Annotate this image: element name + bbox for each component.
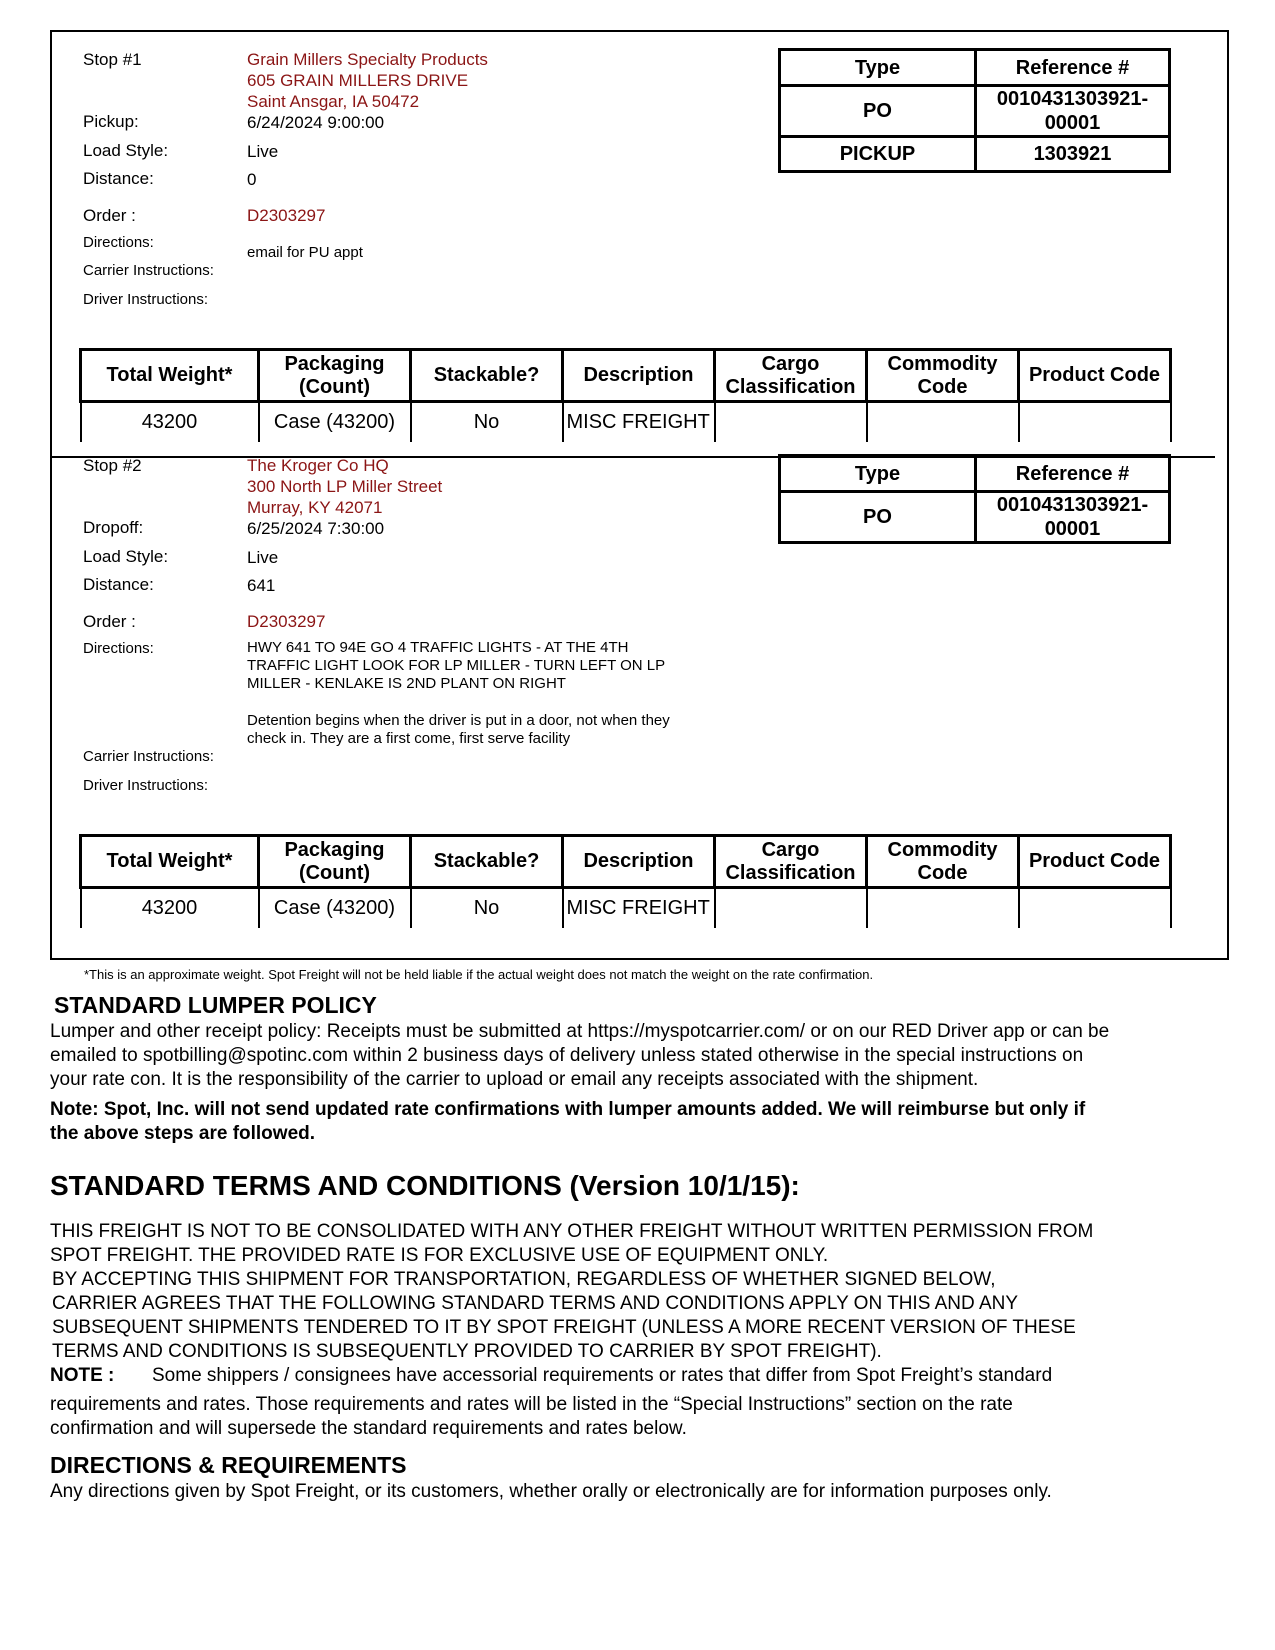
reference-table: [778, 48, 1171, 173]
weight-disclaimer: *This is an approximate weight. Spot Freight will not be held liable if the actual weight does not match the weight on the rate confirmation.: [84, 967, 874, 982]
ref-type: PO: [780, 86, 976, 137]
cargo-cell: MISC FREIGHT: [563, 888, 715, 928]
cargo-header: Stackable?: [411, 836, 563, 888]
order-value: D2303297: [247, 206, 326, 225]
cargo-header: Cargo Classification: [715, 836, 867, 888]
directions-line: check in. They are a first come, first serve facility: [247, 730, 571, 747]
lumper-text-line: Lumper and other receipt policy: Receipts must be submitted at https://myspotcarrier.com/ or on our RED Driver app or can be: [50, 1021, 1110, 1042]
dropoff-time: 6/25/2024 7:30:00: [247, 519, 385, 538]
cargo-header: Total Weight*: [81, 350, 259, 402]
ref-type: PO: [780, 492, 976, 543]
directions-requirements-heading: DIRECTIONS & REQUIREMENTS: [50, 1452, 407, 1478]
cargo-cell: Case (43200): [259, 402, 411, 442]
directions-line: Detention begins when the driver is put in a door, not when they: [247, 712, 670, 729]
distance-label: Distance:: [83, 169, 154, 188]
ref-header-number: Reference #: [976, 456, 1170, 492]
lumper-note-line: the above steps are followed.: [50, 1123, 316, 1144]
reference-table: [778, 454, 1171, 544]
cargo-cell: 43200: [81, 402, 259, 442]
distance-label: Distance:: [83, 575, 154, 594]
pickup-time: 6/24/2024 9:00:00: [247, 113, 385, 132]
ref-number-line2: 00001: [1044, 112, 1101, 134]
directions-text: email for PU appt: [247, 244, 363, 261]
lumper-note-line: Note: Spot, Inc. will not send updated rate confirmations with lumper amounts added. We will reimburse but only if: [50, 1099, 1086, 1120]
carrier-instructions-label: Carrier Instructions:: [83, 748, 214, 765]
dropoff-label: Dropoff:: [83, 518, 144, 537]
stop-address-line1: 605 GRAIN MILLERS DRIVE: [247, 71, 469, 90]
cargo-cell: 43200: [81, 888, 259, 928]
ref-header-type: Type: [780, 50, 976, 86]
directions-requirements-text: Any directions given by Spot Freight, or its customers, whether orally or electronically are for information purposes only.: [50, 1481, 1052, 1502]
ref-number-line2: 00001: [1044, 518, 1101, 540]
ref-number: [976, 492, 1170, 543]
lumper-heading: STANDARD LUMPER POLICY: [54, 992, 377, 1018]
stop-label: Stop #2: [83, 456, 142, 475]
ref-number-line1: 0010431303921-: [996, 88, 1149, 110]
terms-note-text: Some shippers / consignees have accessorial requirements or rates that differ from Spot Freight’s standard: [152, 1365, 1053, 1386]
directions-label: Directions:: [83, 640, 154, 657]
cargo-cell: Case (43200): [259, 888, 411, 928]
cargo-header: Total Weight*: [81, 836, 259, 888]
directions-line: TRAFFIC LIGHT LOOK FOR LP MILLER - TURN LEFT ON LP: [247, 657, 666, 674]
stop-label: Stop #1: [83, 50, 142, 69]
terms-text-line: BY ACCEPTING THIS SHIPMENT FOR TRANSPORTATION, REGARDLESS OF WHETHER SIGNED BELOW,: [52, 1269, 996, 1290]
load-style-value: Live: [247, 142, 279, 161]
cargo-cell: [1019, 888, 1171, 928]
distance-value: 0: [247, 170, 257, 189]
stop-company: Grain Millers Specialty Products: [247, 50, 488, 69]
cargo-table: [79, 834, 1172, 928]
cargo-cell: [867, 888, 1019, 928]
cargo-header: Product Code: [1019, 836, 1171, 888]
cargo-cell: MISC FREIGHT: [563, 402, 715, 442]
cargo-cell: [867, 402, 1019, 442]
order-label: Order :: [83, 612, 136, 631]
directions-label: Directions:: [83, 234, 154, 251]
ref-number: [976, 86, 1170, 137]
stop-address-line2: Murray, KY 42071: [247, 498, 383, 517]
order-value: D2303297: [247, 612, 326, 631]
driver-instructions-label: Driver Instructions:: [83, 777, 209, 794]
order-label: Order :: [83, 206, 136, 225]
cargo-header: Packaging (Count): [259, 836, 411, 888]
load-style-label: Load Style:: [83, 547, 169, 566]
carrier-instructions-label: Carrier Instructions:: [83, 262, 214, 279]
ref-number: 1303921: [976, 137, 1170, 172]
cargo-header: Commodity Code: [867, 836, 1019, 888]
pickup-label: Pickup:: [83, 112, 139, 131]
directions-line: MILLER - KENLAKE IS 2ND PLANT ON RIGHT: [247, 675, 566, 692]
load-style-value: Live: [247, 548, 279, 567]
cargo-header: Description: [563, 836, 715, 888]
terms-note-label: NOTE :: [50, 1365, 115, 1386]
cargo-table: [79, 348, 1172, 442]
ref-number-line1: 0010431303921-: [996, 494, 1149, 516]
ref-type: PICKUP: [780, 137, 976, 172]
distance-value: 641: [247, 576, 276, 595]
terms-text-line: THIS FREIGHT IS NOT TO BE CONSOLIDATED WITH ANY OTHER FREIGHT WITHOUT WRITTEN PERMISSION FROM: [50, 1221, 1094, 1242]
cargo-cell: [715, 402, 867, 442]
terms-text-line: TERMS AND CONDITIONS IS SUBSEQUENTLY PROVIDED TO CARRIER BY SPOT FREIGHT).: [52, 1341, 882, 1362]
terms-text-line: SPOT FREIGHT. THE PROVIDED RATE IS FOR EXCLUSIVE USE OF EQUIPMENT ONLY.: [50, 1245, 829, 1266]
terms-note-line: requirements and rates. Those requirements and rates will be listed in the “Special Instructions” section on the rate: [50, 1394, 1013, 1415]
lumper-text-line: emailed to spotbilling@spotinc.com within 2 business days of delivery unless stated otherwise in the special instructions on: [50, 1045, 1084, 1066]
cargo-cell: [1019, 402, 1171, 442]
terms-text-line: CARRIER AGREES THAT THE FOLLOWING STANDARD TERMS AND CONDITIONS APPLY ON THIS AND ANY: [52, 1293, 1019, 1314]
stops-frame: [50, 30, 1229, 960]
cargo-header: Description: [563, 350, 715, 402]
cargo-cell: No: [411, 888, 563, 928]
cargo-header: Stackable?: [411, 350, 563, 402]
cargo-header: Packaging (Count): [259, 350, 411, 402]
ref-header-type: Type: [780, 456, 976, 492]
terms-heading: STANDARD TERMS AND CONDITIONS (Version 10/1/15):: [50, 1170, 800, 1201]
terms-note-line: confirmation and will supersede the standard requirements and rates below.: [50, 1418, 687, 1439]
cargo-cell: No: [411, 402, 563, 442]
cargo-header: Cargo Classification: [715, 350, 867, 402]
load-style-label: Load Style:: [83, 141, 169, 160]
ref-header-number: Reference #: [976, 50, 1170, 86]
lumper-text-line: your rate con. It is the responsibility of the carrier to upload or email any receipts associated with the shipment.: [50, 1069, 979, 1090]
cargo-header: Product Code: [1019, 350, 1171, 402]
cargo-header: Commodity Code: [867, 350, 1019, 402]
terms-text-line: SUBSEQUENT SHIPMENTS TENDERED TO IT BY SPOT FREIGHT (UNLESS A MORE RECENT VERSION OF THESE: [52, 1317, 1076, 1338]
driver-instructions-label: Driver Instructions:: [83, 291, 209, 308]
cargo-cell: [715, 888, 867, 928]
stop-address-line2: Saint Ansgar, IA 50472: [247, 92, 420, 111]
stop-company: The Kroger Co HQ: [247, 456, 389, 475]
directions-line: HWY 641 TO 94E GO 4 TRAFFIC LIGHTS - AT THE 4TH: [247, 639, 629, 656]
stop-address-line1: 300 North LP Miller Street: [247, 477, 443, 496]
